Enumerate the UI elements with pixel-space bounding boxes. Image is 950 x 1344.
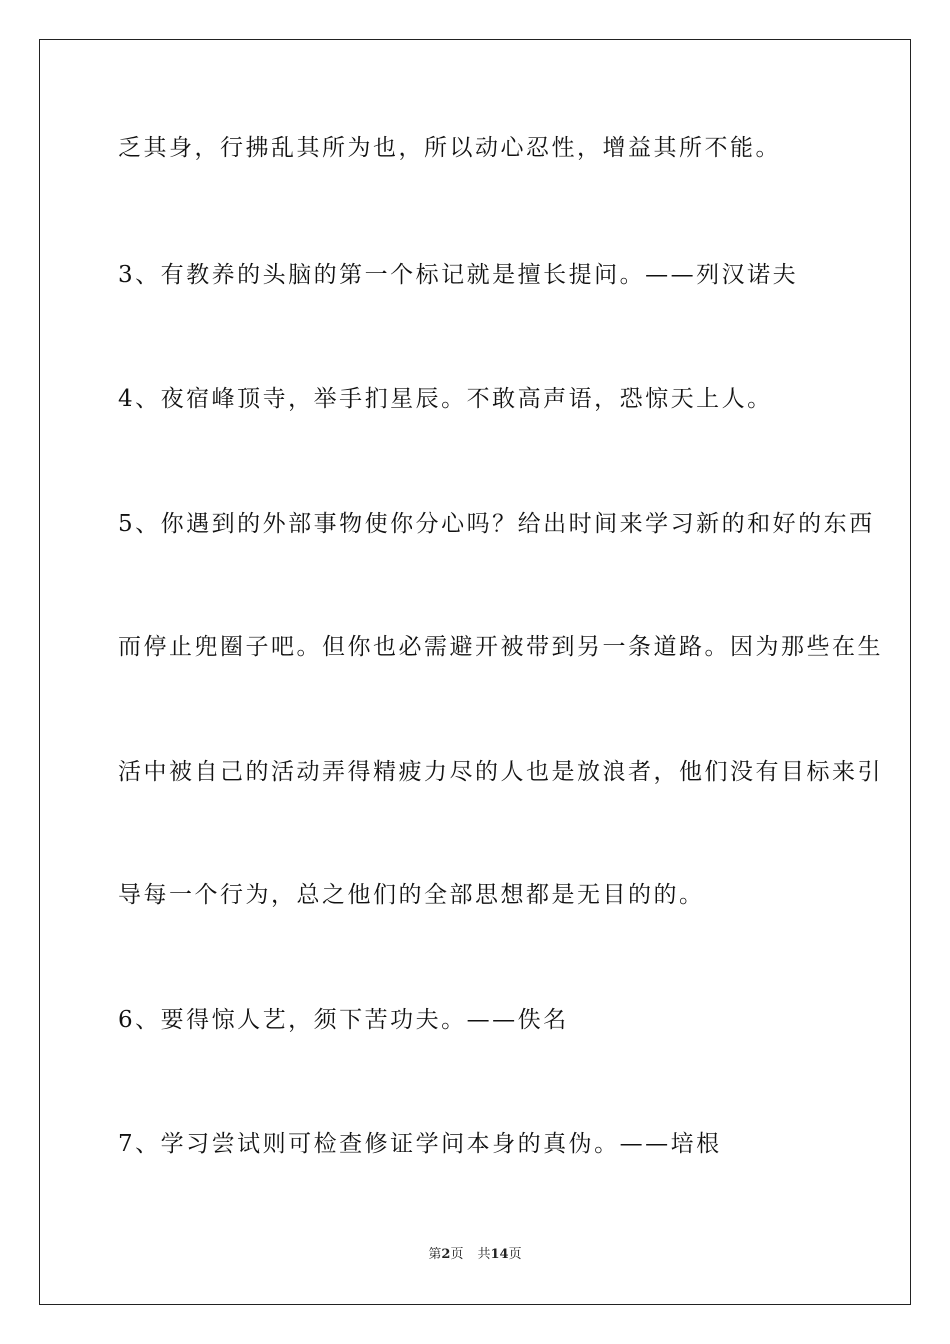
page-suffix: 页 [450,1247,464,1262]
total-suffix: 页 [508,1247,522,1262]
page-number: 2 [441,1247,451,1262]
text-line-7: 导每一个行为，总之他们的全部思想都是无目的的。 [118,882,705,908]
text-line-2: 3、有教养的头脑的第一个标记就是擅长提问。——列汉诺夫 [118,262,799,288]
total-pages: 14 [490,1247,509,1262]
text-line-1: 乏其身，行拂乱其所为也，所以动心忍性，增益其所不能。 [118,135,781,161]
text-line-5: 而停止兜圈子吧。但你也必需避开被带到另一条道路。因为那些在生 [118,634,883,660]
text-line-9: 7、学习尝试则可检查修证学问本身的真伪。——培根 [118,1131,722,1157]
text-line-4: 5、你遇到的外部事物使你分心吗？给出时间来学习新的和好的东西 [118,511,875,537]
text-line-8: 6、要得惊人艺，须下苦功夫。——佚名 [118,1007,569,1033]
page-footer [0,1246,950,1264]
total-prefix: 共 [477,1247,491,1262]
page-prefix: 第 [428,1247,442,1262]
text-line-3: 4、夜宿峰顶寺，举手扪星辰。不敢高声语，恐惊天上人。 [118,386,773,412]
page-border [39,39,911,1305]
text-line-6: 活中被自己的活动弄得精疲力尽的人也是放浪者，他们没有目标来引 [118,759,883,785]
